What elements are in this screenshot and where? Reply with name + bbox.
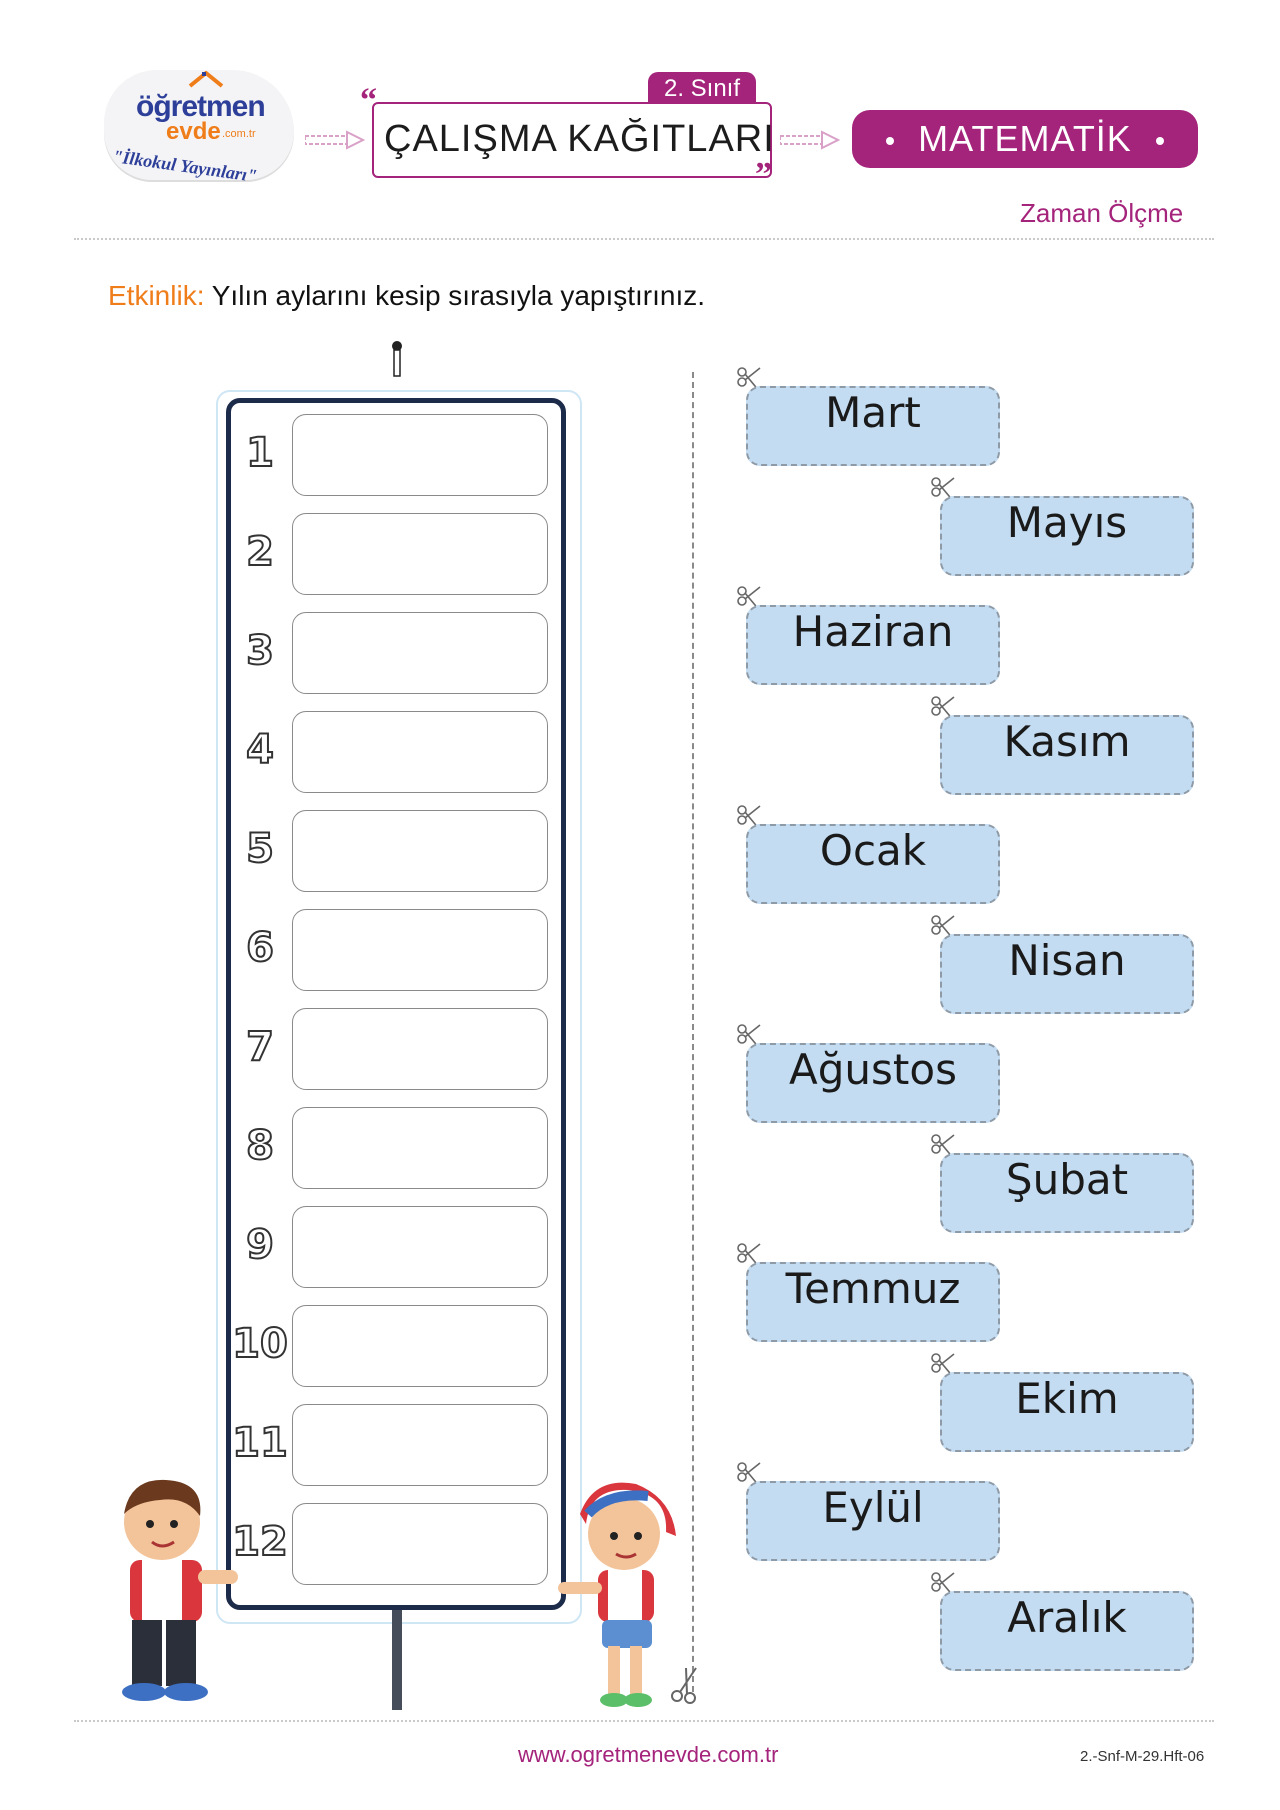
month-card[interactable]: Ekim	[940, 1372, 1194, 1452]
topic-label: Zaman Ölçme	[1020, 198, 1184, 228]
row-number: 8	[246, 1123, 274, 1169]
month-card[interactable]: Şubat	[940, 1153, 1194, 1233]
footer-divider	[74, 1720, 1214, 1722]
month-card[interactable]: Eylül	[746, 1481, 1000, 1561]
paste-slot[interactable]	[292, 612, 548, 694]
row-number: 11	[232, 1420, 288, 1466]
row-number: 5	[246, 826, 274, 872]
row-number: 12	[232, 1519, 288, 1565]
arrow-right-icon	[305, 130, 365, 150]
instruction-text: Yılın aylarını kesip sırasıyla yapıştırınız.	[211, 280, 706, 311]
row-number: 9	[246, 1222, 274, 1268]
board-stand	[392, 1610, 402, 1710]
paste-slot[interactable]	[292, 711, 548, 793]
row-number: 3	[246, 628, 274, 674]
boy-illustration	[100, 1470, 240, 1710]
month-card[interactable]: Temmuz	[746, 1262, 1000, 1342]
logo-brand-mid: evde	[166, 118, 221, 145]
arrow-right-icon	[780, 130, 840, 150]
cut-line	[692, 372, 694, 1692]
logo-brand-suffix: .com.tr	[222, 128, 256, 140]
website-link[interactable]: www.ogretmenevde.com.tr	[518, 1742, 779, 1767]
month-card[interactable]: Nisan	[940, 934, 1194, 1014]
quote-close-icon: ”	[755, 156, 772, 193]
month-card[interactable]: Haziran	[746, 605, 1000, 685]
paste-slot[interactable]	[292, 1404, 548, 1486]
logo	[104, 60, 299, 200]
document-code: 2.-Snf-M-29.Hft-06	[1080, 1748, 1205, 1765]
pin-icon	[390, 340, 404, 378]
row-number: 6	[246, 925, 274, 971]
subject-badge	[852, 110, 1198, 168]
month-card[interactable]: Mayıs	[940, 496, 1194, 576]
instruction	[108, 280, 705, 312]
logo-brand-top: öğretmen	[136, 90, 265, 123]
paste-slot[interactable]	[292, 513, 548, 595]
page-title: ÇALIŞMA KAĞITLARI	[384, 118, 775, 160]
paste-slot[interactable]	[292, 1206, 548, 1288]
header-divider	[74, 238, 1214, 240]
quote-open-icon: “	[360, 82, 377, 119]
bullet-icon	[1156, 137, 1164, 145]
month-card[interactable]: Aralık	[940, 1591, 1194, 1671]
girl-illustration	[558, 1474, 688, 1714]
month-card[interactable]: Ocak	[746, 824, 1000, 904]
row-number: 7	[246, 1024, 274, 1070]
paste-slot[interactable]	[292, 1305, 548, 1387]
row-number: 1	[246, 430, 274, 476]
row-number: 10	[232, 1321, 288, 1367]
bullet-icon	[886, 137, 894, 145]
row-number: 4	[246, 727, 274, 773]
paste-slot[interactable]	[292, 414, 548, 496]
logo-tagline: "İlkokul Yayınları"	[111, 145, 259, 187]
month-card[interactable]: Mart	[746, 386, 1000, 466]
month-card[interactable]: Kasım	[940, 715, 1194, 795]
subject-label: MATEMATİK	[918, 118, 1132, 159]
month-card[interactable]: Ağustos	[746, 1043, 1000, 1123]
paste-slot[interactable]	[292, 1503, 548, 1585]
row-number: 2	[246, 529, 274, 575]
paste-slot[interactable]	[292, 1107, 548, 1189]
paste-slot[interactable]	[292, 1008, 548, 1090]
instruction-label: Etkinlik:	[108, 280, 205, 311]
paste-slot[interactable]	[292, 909, 548, 991]
grade-badge: 2. Sınıf	[648, 72, 756, 106]
paste-slot[interactable]	[292, 810, 548, 892]
